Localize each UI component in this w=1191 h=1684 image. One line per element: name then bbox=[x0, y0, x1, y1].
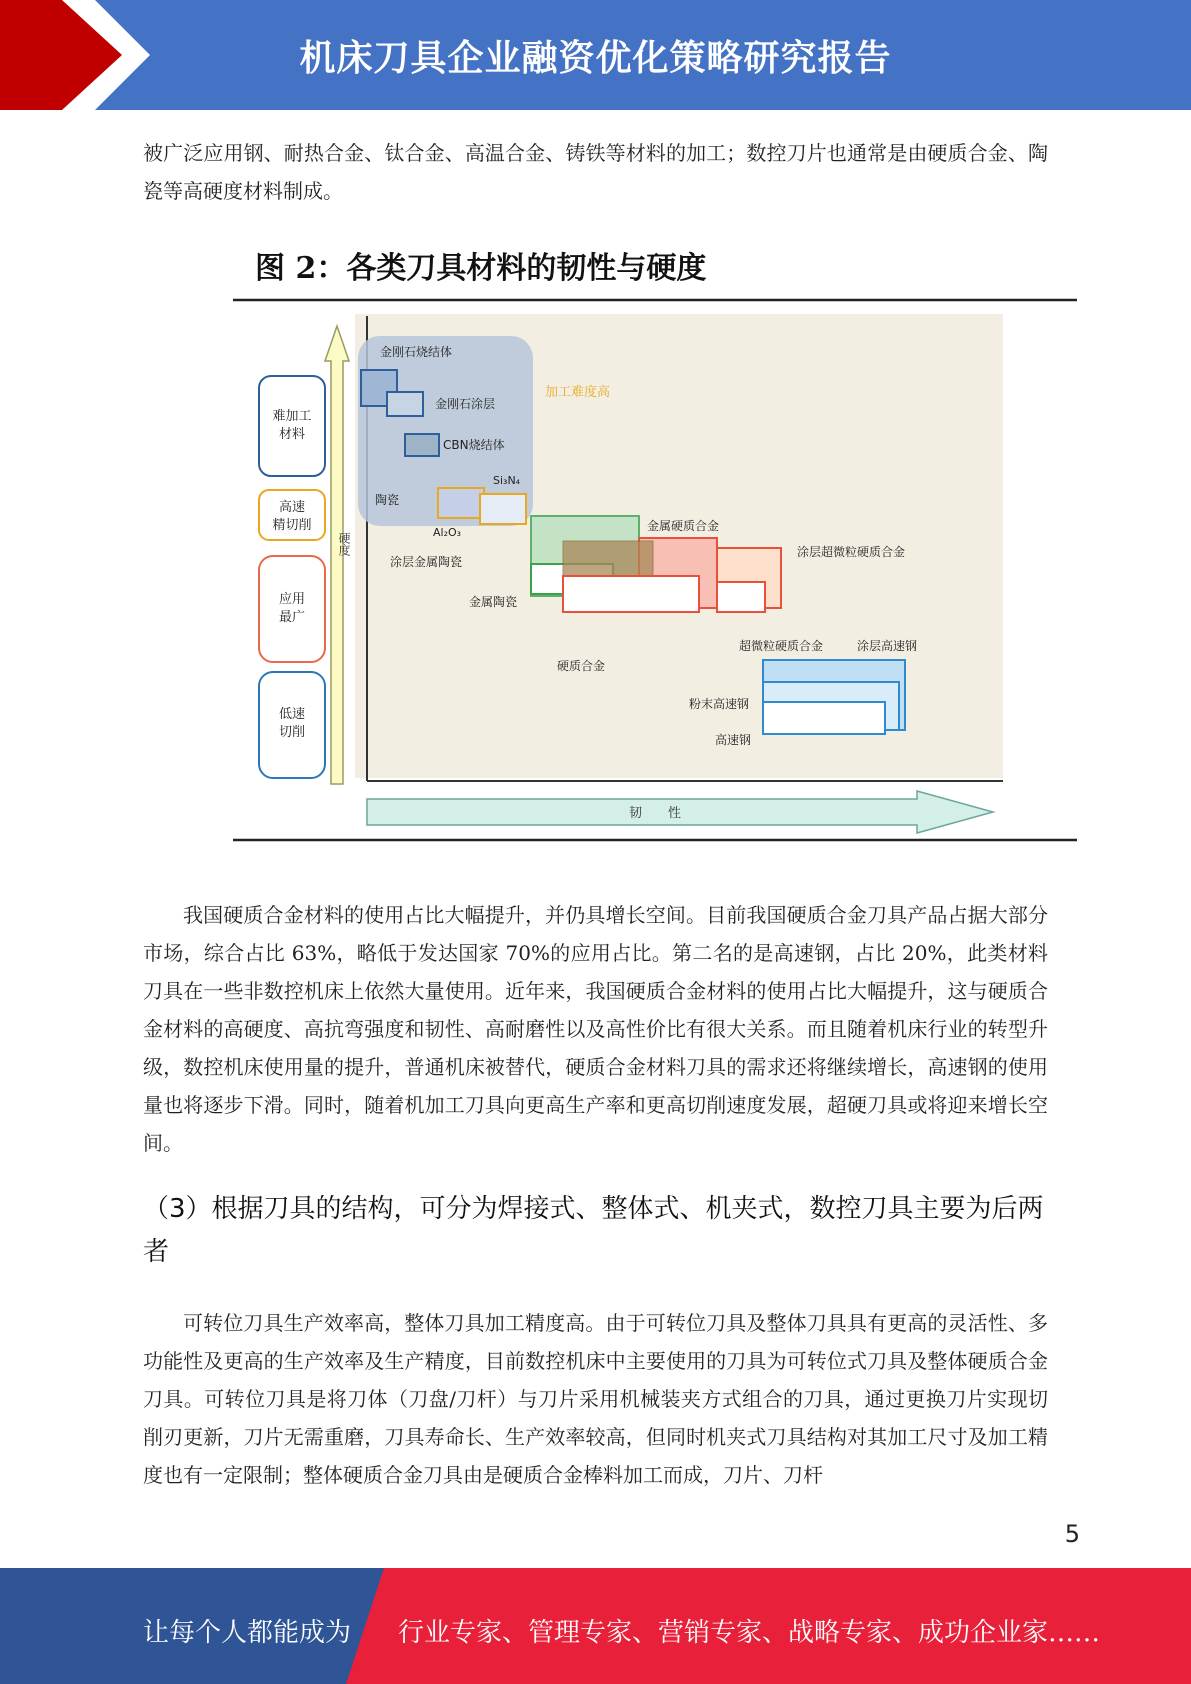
figure-svg bbox=[225, 236, 1085, 856]
label-cermet: 金属陶瓷 bbox=[469, 595, 518, 609]
label-difficulty-high: 加工难度高 bbox=[545, 385, 611, 400]
label-ultrafine-carbide: 超微粒硬质合金 bbox=[739, 639, 824, 653]
label-diamond-coating: 金刚石涂层 bbox=[435, 397, 496, 411]
svg-text:难加工: 难加工 bbox=[272, 409, 312, 424]
label-hss: 高速钢 bbox=[715, 733, 752, 747]
paragraph-indexable-tools: 可转位刀具生产效率高，整体刀具加工精度高。由于可转位刀具及整体刀具具有更高的灵活性、多功能性及更高的生产效率及生产精度，目前数控机床中主要使用的刀具为可转位式刀具及整体硬质合金刀具。可转位刀具是将刀体（刀盘/刀杆）与刀片采用机械装夹方式组合的刀具，通过更换刀片实现切削刃更新，刀片无需重磨，刀具寿命长、生产效率较高，但同时机夹式刀具结构对其加工尺寸及加工精度也有一定限制；整体硬质合金刀具由是硬质合金棒料加工而成，刀片、刀杆 bbox=[143, 1311, 1048, 1487]
label-coated-carbide: 金属硬质合金 bbox=[647, 519, 720, 533]
label-coated-cermet: 涂层金属陶瓷 bbox=[390, 555, 463, 569]
category-difficult-material bbox=[259, 376, 325, 476]
footer-slogan-left: 让每个人都能成为 bbox=[143, 1618, 352, 1648]
label-diamond-sintered: 金刚石烧结体 bbox=[380, 345, 453, 359]
figure-title: 图 2：各类刀具材料的韧性与硬度 bbox=[255, 251, 707, 286]
box-cemented-carbide bbox=[563, 576, 699, 612]
label-pm-hss: 粉末高速钢 bbox=[689, 697, 750, 711]
svg-text:最广: 最广 bbox=[278, 610, 306, 625]
footer-slogan-right: 行业专家、管理专家、营销专家、战略专家、成功企业家…… bbox=[398, 1618, 1101, 1648]
figure-tool-materials bbox=[225, 236, 1085, 856]
label-coated-ultrafine-carbide: 涂层超微粒硬质合金 bbox=[797, 545, 906, 559]
category-most-widely-used bbox=[259, 556, 325, 662]
x-axis-label: 韧 性 bbox=[628, 806, 682, 821]
page-footer bbox=[0, 1568, 1191, 1684]
svg-text:精切削: 精切削 bbox=[272, 518, 312, 533]
label-si3n4: Si₃N₄ bbox=[493, 474, 521, 487]
header-title: 机床刀具企业融资优化策略研究报告 bbox=[299, 38, 892, 79]
page-header bbox=[0, 0, 1191, 110]
label-al2o3: Al₂O₃ bbox=[433, 526, 462, 539]
svg-text:高速: 高速 bbox=[278, 500, 306, 515]
label-coated-hss: 涂层高速钢 bbox=[857, 639, 918, 653]
svg-text:材料: 材料 bbox=[278, 427, 306, 442]
box-hss bbox=[763, 702, 885, 734]
svg-text:应用: 应用 bbox=[278, 592, 306, 607]
label-cemented-carbide: 硬质合金 bbox=[557, 659, 606, 673]
page-number: 5 bbox=[1064, 1520, 1080, 1548]
label-cbn: CBN烧结体 bbox=[443, 438, 505, 452]
section-heading-tool-structure: （3）根据刀具的结构，可分为焊接式、整体式、机夹式，数控刀具主要为后两者 bbox=[143, 1194, 1044, 1267]
label-ceramic: 陶瓷 bbox=[375, 493, 400, 507]
intro-paragraph: 被广泛应用钢、耐热合金、钛合金、高温合金、铸铁等材料的加工；数控刀片也通常是由硬质合金、陶瓷等高硬度材料制成。 bbox=[143, 141, 1048, 203]
box-ultrafine-carbide bbox=[717, 582, 765, 612]
paragraph-carbide-usage: 我国硬质合金材料的使用占比大幅提升，并仍具增长空间。目前我国硬质合金刀具产品占据大部分市场，综合占比 63%，略低于发达国家 70%的应用占比。第二名的是高速钢，占比 20%，此类材料刀具在一些非数控机床上依然大量使用。近年来，我国硬质合金材料的使用占比大幅提升，这与硬质合金材料的高硬度、高抗弯强度和韧性、高耐磨性以及高性价比有很大关系。而且随着机床行业的转型升级，数控机床使用量的提升，普通机床被替代，硬质合金材料刀具的需求还将继续增长，高速钢的使用量也将逐步下滑。同时，随着机加工刀具向更高生产率和更高切削速度发展，超硬刀具或将迎来增长空间。 bbox=[143, 903, 1048, 1155]
y-axis-label: 硬度 bbox=[337, 532, 351, 556]
svg-text:切削: 切削 bbox=[278, 725, 306, 740]
svg-text:低速: 低速 bbox=[278, 707, 306, 722]
